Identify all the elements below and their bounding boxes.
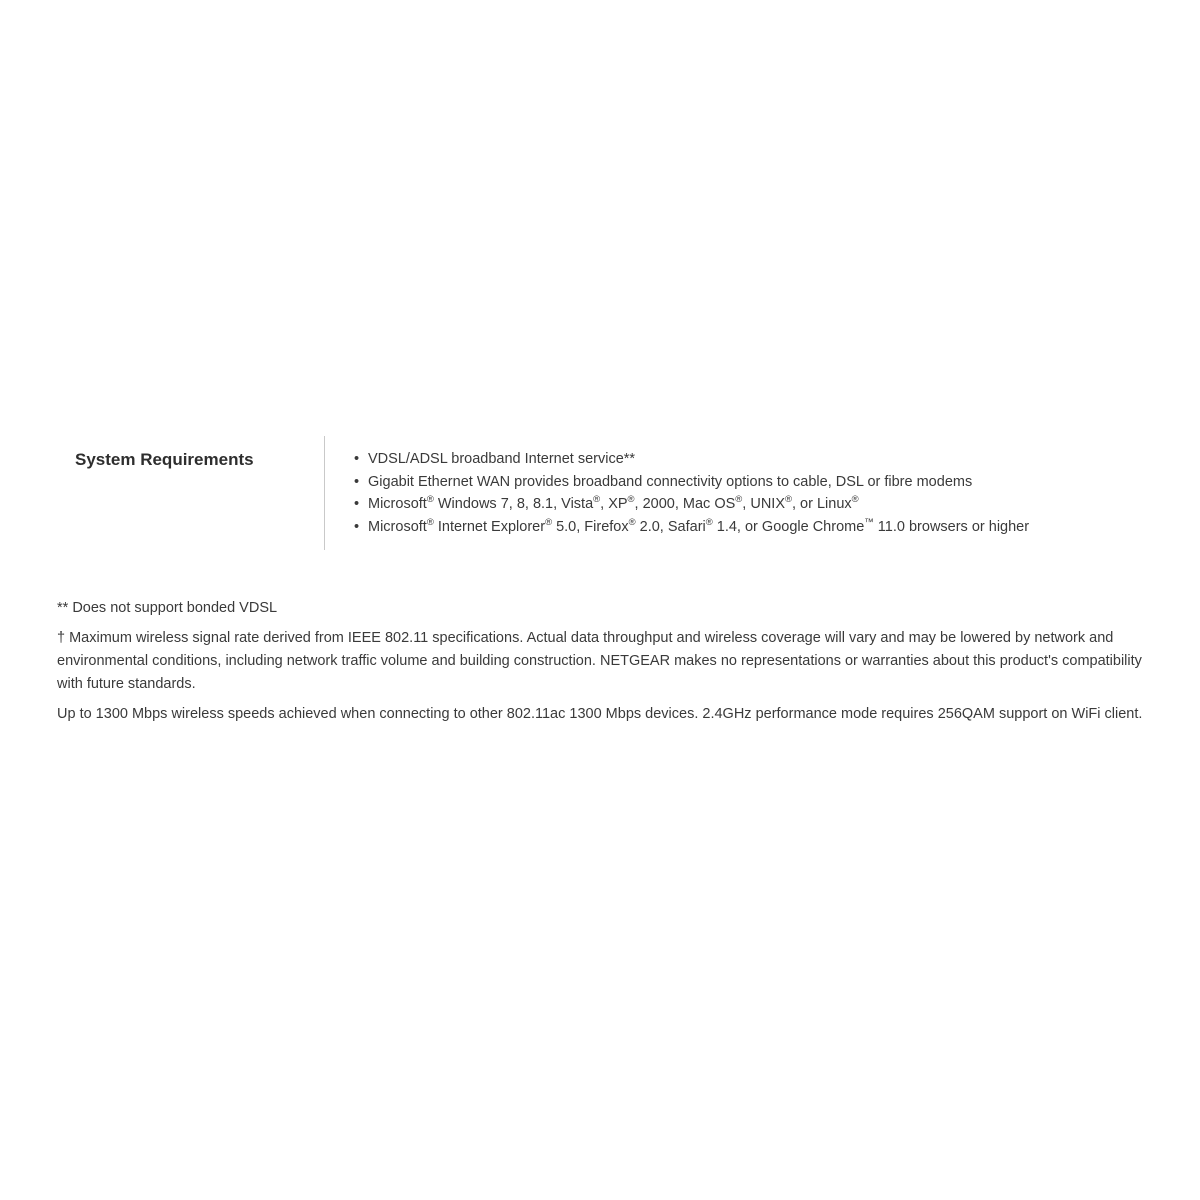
- bullet-icon: •: [354, 518, 360, 535]
- registered-mark: ®: [851, 494, 859, 505]
- bullet-icon: •: [354, 496, 360, 512]
- registered-mark: ®: [705, 516, 713, 528]
- requirement-text: Internet Explorer: [433, 518, 546, 535]
- requirement-text: , 2000, Mac OS: [634, 496, 736, 512]
- registered-mark: ®: [628, 516, 636, 528]
- section-heading: System Requirements: [75, 450, 254, 469]
- list-item: [350, 449, 1029, 472]
- registered-mark: ®: [627, 494, 635, 505]
- list-item: [350, 494, 1029, 517]
- footnotes: [57, 597, 1147, 733]
- registered-mark: ®: [785, 494, 792, 505]
- footnote-vdsl: ** Does not support bonded VDSL: [57, 600, 278, 616]
- vertical-divider: [324, 436, 325, 550]
- bullet-icon: •: [354, 473, 360, 490]
- footnote-wifi-speed: Up to 1300 Mbps wireless speeds achieved when connecting to other 802.11ac 1300 Mbps devices. 2.4GHz performance mode requires 256QAM support on WiFi client.: [57, 706, 1143, 722]
- requirement-text: 5.0, Firefox: [552, 518, 629, 535]
- system-requirements-section: [0, 436, 1200, 551]
- requirement-text: Microsoft: [368, 496, 427, 512]
- trademark-mark: ™: [864, 516, 874, 528]
- requirement-text: Windows 7, 8, 8.1, Vista: [433, 496, 594, 512]
- requirement-text: 2.0, Safari: [635, 518, 706, 535]
- requirement-text: 1.4, or Google Chrome: [712, 518, 865, 535]
- registered-mark: ®: [426, 516, 434, 528]
- requirement-text: 11.0 browsers or higher: [873, 518, 1030, 535]
- list-item: [350, 472, 1029, 495]
- requirement-text: , UNIX: [742, 496, 785, 512]
- registered-mark: ®: [426, 494, 434, 505]
- requirement-text: Gigabit Ethernet WAN provides broadband connectivity options to cable, DSL or fibre modems: [368, 473, 973, 490]
- list-item: [350, 517, 1029, 540]
- requirement-text: Microsoft: [368, 518, 427, 535]
- requirement-text: , XP: [600, 496, 628, 512]
- requirement-text: , or Linux: [792, 496, 852, 512]
- footnote-wireless-rate: † Maximum wireless signal rate derived from IEEE 802.11 specifications. Actual data throughput and wireless coverage will vary and may be lowered by network and environmental conditions, including network traffic volume and building construction. NETGEAR makes no representations or warranties about this product's compatibility with future standards.: [57, 630, 1142, 692]
- registered-mark: ®: [545, 516, 553, 528]
- registered-mark: ®: [735, 494, 743, 505]
- requirement-text: VDSL/ADSL broadband Internet service**: [368, 451, 636, 467]
- registered-mark: ®: [593, 494, 601, 505]
- bullet-icon: •: [354, 451, 360, 467]
- requirements-list: [350, 449, 1029, 539]
